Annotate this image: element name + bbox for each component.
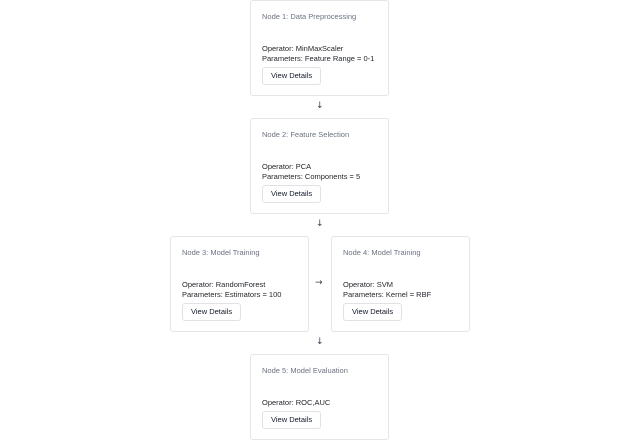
view-details-button[interactable]: View Details xyxy=(182,303,241,321)
node-title: Node 3: Model Training xyxy=(182,248,260,257)
view-details-button[interactable]: View Details xyxy=(343,303,402,321)
node-model-training-randomforest xyxy=(170,236,309,332)
node-feature-selection xyxy=(250,118,389,214)
node-title: Node 5: Model Evaluation xyxy=(262,366,348,375)
node-operator: Operator: RandomForest xyxy=(182,280,266,289)
node-data-preprocessing xyxy=(250,0,389,96)
arrow-down-icon: ↓ xyxy=(316,337,324,347)
view-details-button[interactable]: View Details xyxy=(262,185,321,203)
node-operator: Operator: PCA xyxy=(262,162,312,171)
node-model-training-svm xyxy=(331,236,470,332)
node-title: Node 1: Data Preprocessing xyxy=(262,12,357,21)
node-model-evaluation xyxy=(250,354,389,440)
node-parameters: Parameters: Components = 5 xyxy=(262,172,361,181)
node-parameters: Parameters: Feature Range = 0-1 xyxy=(262,54,375,63)
view-details-button[interactable]: View Details xyxy=(262,411,321,429)
node-operator: Operator: ROC,AUC xyxy=(262,398,331,407)
arrow-down-icon: ↓ xyxy=(316,219,324,229)
arrow-down-icon: ↓ xyxy=(316,101,324,111)
node-parameters: Parameters: Kernel = RBF xyxy=(343,290,432,299)
node-title: Node 4: Model Training xyxy=(343,248,421,257)
node-parameters: Parameters: Estimators = 100 xyxy=(182,290,282,299)
node-operator: Operator: SVM xyxy=(343,280,394,289)
arrow-right-icon: → xyxy=(315,278,323,288)
node-title: Node 2: Feature Selection xyxy=(262,130,350,139)
view-details-button[interactable]: View Details xyxy=(262,67,321,85)
node-operator: Operator: MinMaxScaler xyxy=(262,44,344,53)
